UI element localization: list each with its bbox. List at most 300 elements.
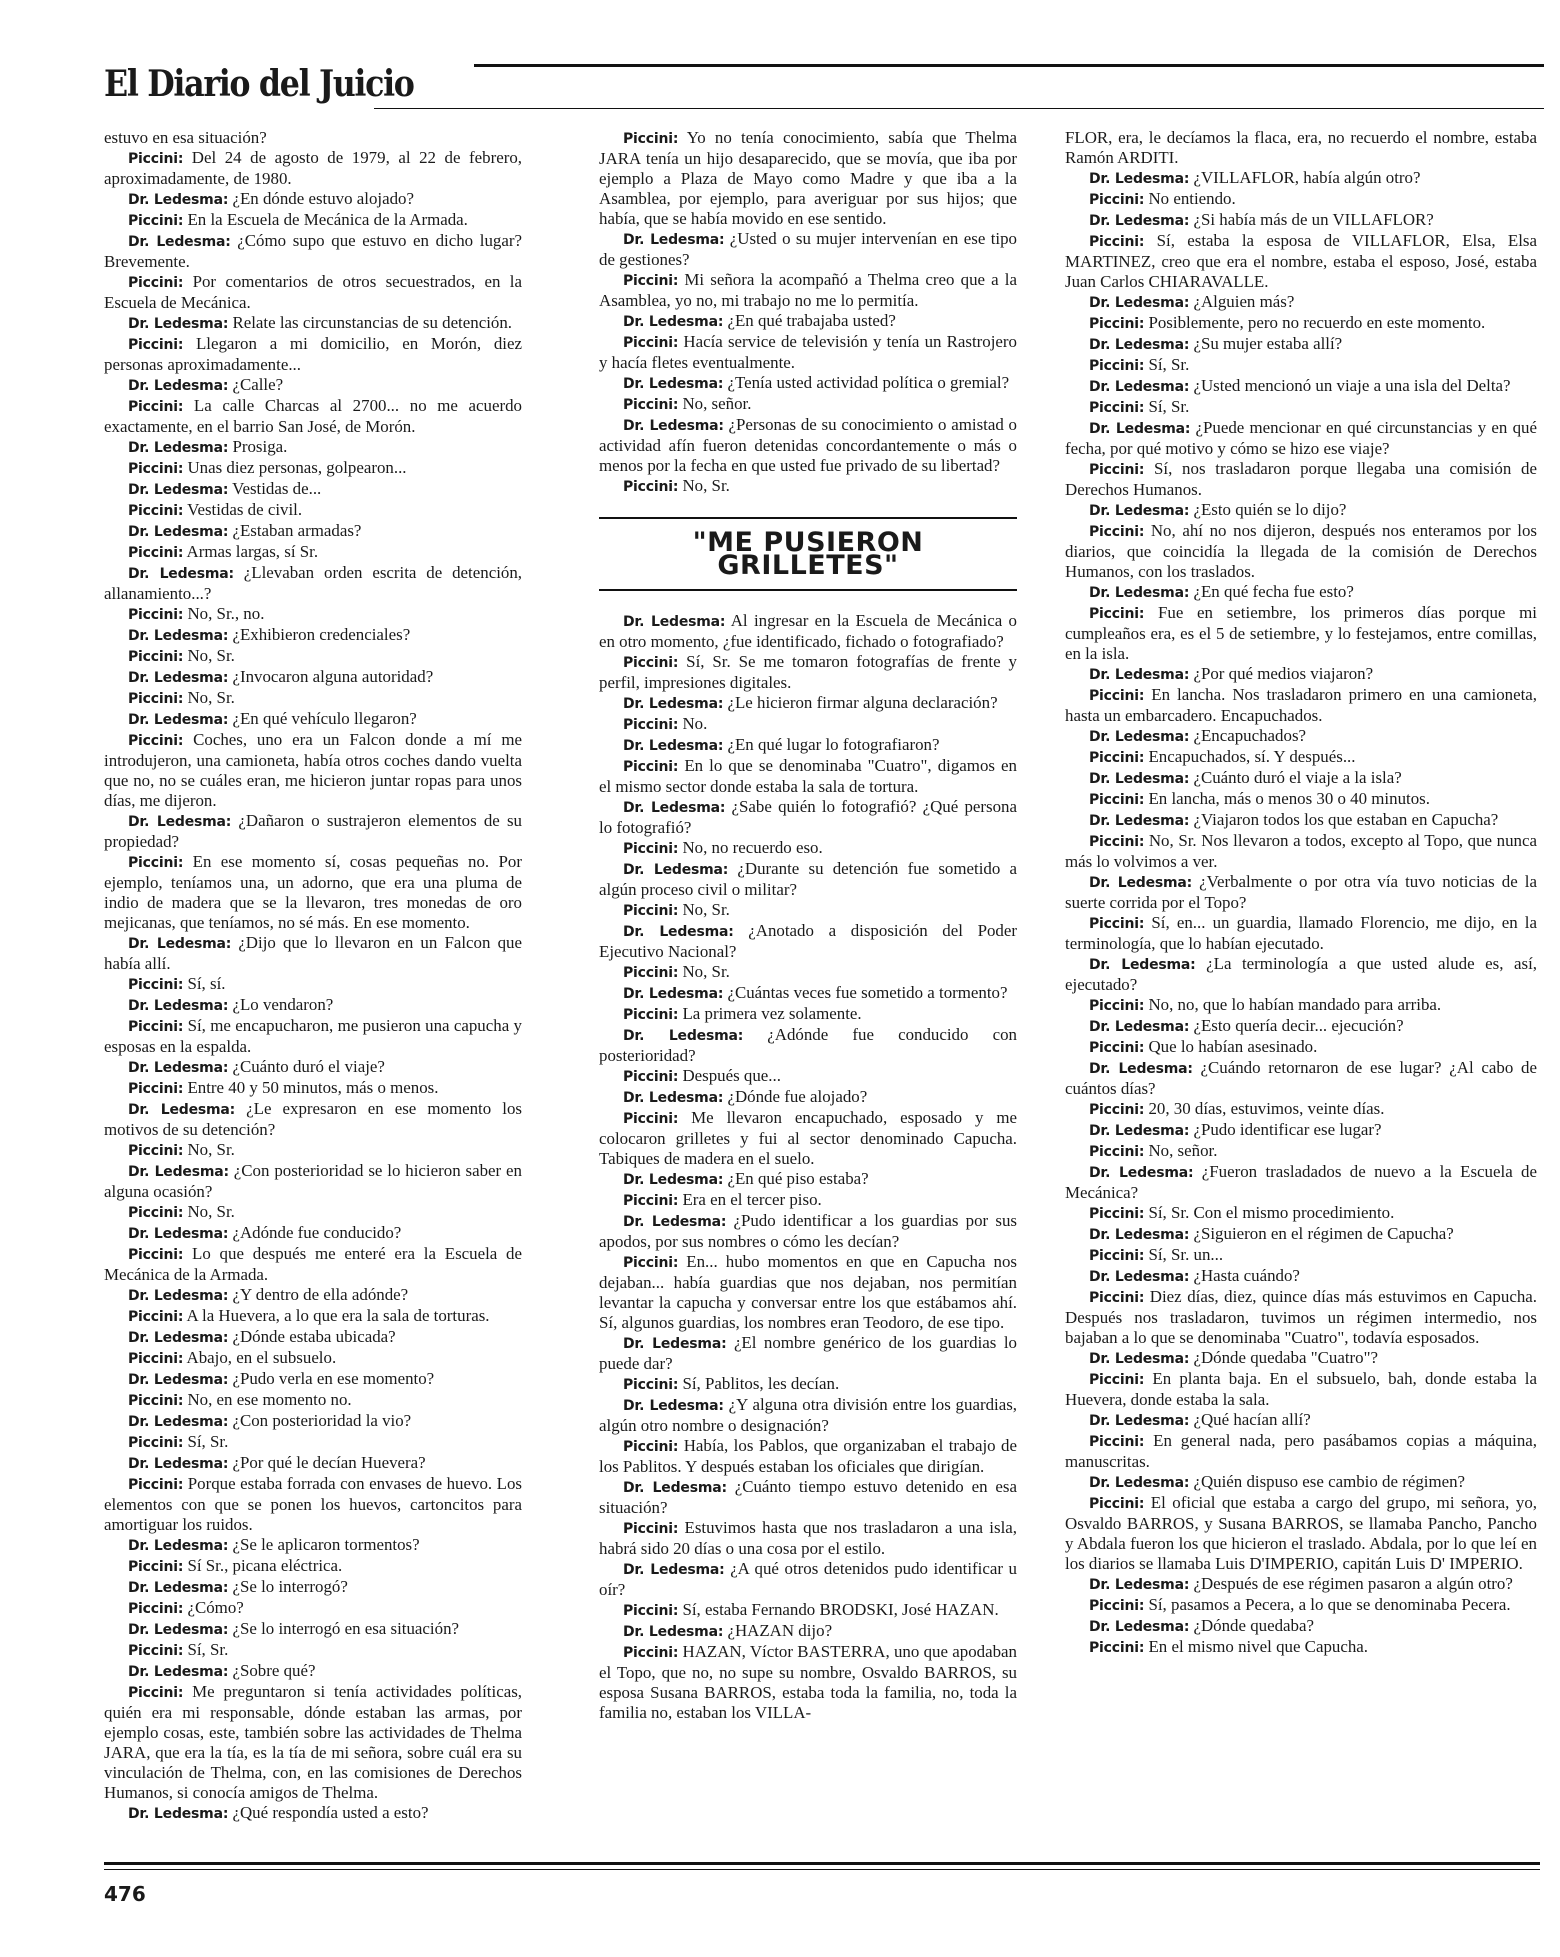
speech-text: ¿En qué trabajaba usted? [727,311,896,330]
transcript-line [1065,292,1537,313]
transcript-line [104,334,522,375]
speaker-label: Piccini: [128,1393,184,1409]
transcript-line [599,311,1017,332]
speech-text: Sí, me encapucharon, me pusieron una capucha y esposas en la espalda. [104,1016,522,1056]
speech-text: No. [682,714,708,733]
speech-text: ¿Cuánto duró el viaje? [232,1057,385,1076]
speaker-label: Dr. Ledesma: [623,1398,724,1414]
speaker-label: Dr. Ledesma: [623,696,724,712]
speaker-label: Dr. Ledesma: [1089,729,1190,745]
speaker-label: Dr. Ledesma: [623,924,734,940]
speaker-label: Piccini: [1089,606,1145,622]
speaker-label: Piccini: [1089,1290,1145,1306]
speech-text: ¿Qué hacían allí? [1193,1410,1311,1429]
transcript-line [104,1577,522,1598]
speaker-label: Dr. Ledesma: [128,628,229,644]
speaker-label: Piccini: [128,399,184,415]
speaker-label: Piccini: [1089,1496,1145,1512]
speaker-label: Piccini: [128,1309,184,1325]
transcript-line [599,1108,1017,1169]
transcript-line [1065,603,1537,664]
speaker-label: Dr. Ledesma: [1089,295,1190,311]
transcript-line [599,1169,1017,1190]
transcript-line [104,521,522,542]
speech-text: ¿Invocaron alguna autoridad? [232,667,434,686]
transcript-line [104,1432,522,1453]
transcript-line [104,1474,522,1535]
speech-text: Entre 40 y 50 minutos, más o menos. [187,1078,439,1097]
speech-text: Mi señora la acompañó a Thelma creo que a la Asamblea, yo no, mi trabajo no me lo permitía. [599,270,1017,310]
speaker-label: Dr. Ledesma: [128,1414,229,1430]
speech-text: ¿Dónde quedaba? [1193,1616,1314,1635]
speaker-label: Piccini: [128,977,184,993]
transcript-line [1065,1058,1537,1099]
speaker-label: Piccini: [623,841,679,857]
transcript-line [104,563,522,604]
speaker-label: Dr. Ledesma: [1089,1577,1190,1593]
speaker-label: Dr. Ledesma: [128,670,229,686]
speaker-label: Piccini: [623,717,679,733]
speech-text: Porque estaba forrada con envases de huevo. Los elementos con que se ponen los huevos, cartoncitos para amortiguar los ruidos. [104,1474,522,1534]
speech-text: ¿Se lo interrogó en esa situación? [232,1619,460,1638]
transcript-line [599,735,1017,756]
transcript-line [104,189,522,210]
transcript-line [104,500,522,521]
speaker-label: Piccini: [128,1351,184,1367]
speaker-label: Dr. Ledesma: [623,738,724,754]
speaker-label: Dr. Ledesma: [1089,213,1190,229]
transcript-line [1065,1203,1537,1224]
speaker-label: Dr. Ledesma: [1089,1351,1190,1367]
speaker-label: Dr. Ledesma: [623,1336,727,1352]
speaker-label: Dr. Ledesma: [1089,1061,1193,1077]
speech-text: En planta baja. En el subsuelo, bah, donde estaba la Huevera, donde estaba la sala. [1065,1369,1537,1409]
transcript-line [104,1661,522,1682]
speaker-label: Piccini: [623,1645,679,1661]
transcript-line [104,1327,522,1348]
transcript-line [1065,210,1537,231]
speech-text: Sí, nos trasladaron porque llegaba una comisión de Derechos Humanos. [1065,459,1538,499]
speaker-label: Dr. Ledesma: [128,316,229,332]
speaker-label: Piccini: [1089,916,1145,932]
speaker-label: Piccini: [128,1019,184,1035]
speech-text: ¿Cuántas veces fue sometido a tormento? [727,983,1008,1002]
speaker-label: Piccini: [1089,1144,1145,1160]
speech-text: ¿Pudo identificar ese lugar? [1193,1120,1382,1139]
transcript-line [1065,913,1537,954]
speech-text: ¿Dónde fue alojado? [727,1087,868,1106]
transcript-line [1065,1120,1537,1141]
speaker-label: Dr. Ledesma: [128,234,231,250]
speaker-label: Dr. Ledesma: [128,1226,229,1242]
speaker-label: Piccini: [1089,998,1145,1014]
transcript-line [599,1087,1017,1108]
transcript-line [1065,810,1537,831]
transcript-line [599,652,1017,693]
speaker-label: Piccini: [128,545,184,561]
column-3 [1065,128,1537,1658]
speech-text: ¿Se le aplicaron tormentos? [232,1535,420,1554]
transcript-line [1065,1287,1537,1348]
transcript-line [599,1477,1017,1518]
speech-text: ¿Se lo interrogó? [232,1577,348,1596]
transcript-line [104,811,522,852]
speech-text: Posiblemente, pero no recuerdo en este momento. [1148,313,1486,332]
speaker-label: Piccini: [128,1247,184,1263]
speech-text: No, Sr. [187,646,235,665]
speaker-label: Piccini: [1089,1598,1145,1614]
transcript-line [104,1535,522,1556]
transcript-line [104,1598,522,1619]
speaker-label: Dr. Ledesma: [128,524,229,540]
speaker-label: Piccini: [623,1521,679,1537]
speech-text: No, no recuerdo eso. [682,838,823,857]
speaker-label: Dr. Ledesma: [128,1806,229,1822]
speech-text: ¿Viajaron todos los que estaban en Capucha? [1193,810,1499,829]
speaker-label: Piccini: [623,903,679,919]
speech-text: Fue en setiembre, los primeros días porque mi cumpleaños era, es el 5 de setiembre, y lo festejamos, entre comillas, en la isla. [1065,603,1537,663]
speech-text: ¿Qué respondía usted a esto? [232,1803,429,1822]
speaker-label: Dr. Ledesma: [128,378,229,394]
transcript-line [104,1140,522,1161]
speaker-label: Dr. Ledesma: [1089,1269,1190,1285]
speech-text: ¿Después de ese régimen pasaron a algún otro? [1193,1574,1513,1593]
speech-text: Hacía service de televisión y tenía un Rastrojero y hacía fletes eventualmente. [599,332,1017,372]
transcript-line [599,1374,1017,1395]
transcript-line [599,1025,1017,1066]
transcript-line [1065,128,1537,168]
speech-text: Unas diez personas, golpearon... [187,458,407,477]
transcript-line [104,852,522,933]
speech-text: No, Sr. [187,688,235,707]
speech-text: HAZAN, Víctor BASTERRA, uno que apodaban el Topo, que no, no supe su nombre, Osvaldo BARROS, su esposa Susana BARROS, estaba toda la familia, no, toda la familia no, estaban los VILLA- [599,1642,1017,1722]
transcript-line [1065,313,1537,334]
transcript-line [104,1202,522,1223]
speaker-label: Dr. Ledesma: [623,1172,724,1188]
speaker-label: Dr. Ledesma: [1089,1165,1194,1181]
transcript-line [1065,521,1537,582]
transcript-line [599,838,1017,859]
speech-text: ¿Esto quién se lo dijo? [1193,500,1347,519]
transcript-line [599,1333,1017,1374]
masthead-underline [374,108,1544,109]
transcript-line [599,332,1017,373]
transcript-line [104,313,522,334]
transcript-line [1065,1616,1537,1637]
speaker-label: Dr. Ledesma: [1089,1123,1190,1139]
speaker-label: Piccini: [1089,792,1145,808]
speech-text: ¿Con posterioridad la vio? [232,1411,412,1430]
speech-text: ¿Encapuchados? [1193,726,1307,745]
speaker-label: Piccini: [128,1477,184,1493]
speaker-label: Dr. Ledesma: [128,1622,229,1638]
speech-text: ¿Fueron trasladados de nuevo a la Escuela de Mecánica? [1065,1162,1537,1202]
speaker-label: Dr. Ledesma: [623,614,726,630]
speaker-label: Dr. Ledesma: [128,1580,229,1596]
speech-text: ¿Y dentro de ella adónde? [232,1285,409,1304]
speaker-label: Dr. Ledesma: [623,1562,725,1578]
speaker-label: Piccini: [623,273,679,289]
transcript-line [1065,1431,1537,1472]
speaker-label: Piccini: [128,1081,184,1097]
transcript-line [104,231,522,272]
speech-text: Sí Sr., picana eléctrica. [187,1556,343,1575]
speech-text: ¿Usted o su mujer intervenían en ese tipo de gestiones? [599,229,1017,269]
speech-text: Sí, Sr. Con el mismo procedimiento. [1148,1203,1395,1222]
transcript-line [104,933,522,974]
transcript-line [104,1390,522,1411]
transcript-line [599,756,1017,797]
transcript-line [599,270,1017,311]
transcript-line [1065,1637,1537,1658]
speech-text: Sí, Sr. Se me tomaron fotografías de frente y perfil, impresiones digitales. [599,652,1017,692]
speaker-label: Piccini: [1089,400,1145,416]
transcript-line [104,1369,522,1390]
transcript-line [599,373,1017,394]
transcript-line [104,1057,522,1078]
speaker-label: Piccini: [128,1601,184,1617]
transcript-line [1065,1099,1537,1120]
transcript-line [599,693,1017,714]
transcript-line [1065,1574,1537,1595]
speech-text: ¿En qué vehículo llegaron? [232,709,417,728]
speaker-label: Piccini: [1089,462,1145,478]
speech-text: Lo que después me enteré era la Escuela de Mecánica de la Armada. [104,1244,522,1284]
speech-text: La primera vez solamente. [682,1004,862,1023]
speech-text: En general nada, pero pasábamos copias a máquina, manuscritas. [1065,1431,1537,1471]
speaker-label: Dr. Ledesma: [623,418,724,434]
section-heading-text: "ME PUSIERON GRILLETES" [692,527,924,581]
transcript-line [1065,872,1537,913]
speech-text: FLOR, era, le decíamos la flaca, era, no recuerdo el nombre, estaba Ramón ARDITI. [1065,128,1537,167]
speaker-label: Piccini: [1089,1372,1145,1388]
transcript-line [1065,1016,1537,1037]
footer-rule [104,1862,1540,1865]
speaker-label: Dr. Ledesma: [1089,503,1190,519]
speaker-label: Piccini: [623,1007,679,1023]
speech-text: Diez días, diez, quince días más estuvimos en Capucha. Después nos trasladaron, tuvimos un régimen intermedio, nos bajaban a lo que se denominaba "Cuatro", todavía esposados. [1065,1287,1537,1347]
speaker-label: Dr. Ledesma: [1089,1619,1190,1635]
transcript-line [599,394,1017,415]
transcript-line [599,1518,1017,1559]
section-heading [599,517,1017,591]
speaker-label: Piccini: [128,855,184,871]
speech-text: ¿Adónde fue conducido? [232,1223,402,1242]
speaker-label: Dr. Ledesma: [623,1480,727,1496]
transcript-line [1065,1162,1537,1203]
speaker-label: Dr. Ledesma: [128,998,229,1014]
speaker-label: Dr. Ledesma: [1089,771,1190,787]
speaker-label: Piccini: [623,655,679,671]
speaker-label: Piccini: [1089,1248,1145,1264]
transcript-line [599,962,1017,983]
speaker-label: Piccini: [623,335,679,351]
transcript-line [104,375,522,396]
transcript-line [599,1190,1017,1211]
speaker-label: Dr. Ledesma: [128,936,232,952]
speech-text: ¿Tenía usted actividad política o gremial? [727,373,1010,392]
speaker-label: Dr. Ledesma: [128,1538,229,1554]
transcript-line [104,1078,522,1099]
speech-text: ¿Personas de su conocimiento o amistad o actividad afín fueron detenidas concordantemente o más o menos por la fecha en que usted fue privado de su libertad? [599,415,1017,475]
speech-text: En ese momento sí, cosas pequeñas no. Por ejemplo, teníamos una, un adorno, que era una pluma de indio de madera que se la llevaron, tres monedas de oro mejicanas, que teníamos, no sé más. En ese momento. [104,852,522,932]
speaker-label: Piccini: [623,1111,679,1127]
transcript-line [104,667,522,688]
speech-text: ¿A qué otros detenidos pudo identificar u oír? [599,1559,1017,1599]
transcript-line [1065,1348,1537,1369]
speech-text: Sí, Sr. [1148,397,1190,416]
transcript-line [1065,768,1537,789]
speech-text: En lancha. Nos trasladaron primero en una camioneta, hasta un embarcadero. Encapuchados. [1065,685,1537,725]
transcript-line [1065,726,1537,747]
speaker-label: Piccini: [623,397,679,413]
speech-text: Vestidas de... [232,479,322,498]
speech-text: Vestidas de civil. [187,500,303,519]
page-number: 476 [104,1882,146,1906]
transcript-line [104,1099,522,1140]
speaker-label: Dr. Ledesma: [128,1456,229,1472]
speech-text: Sí, Sr. un... [1148,1245,1224,1264]
speech-text: ¿Le expresaron en ese momento los motivos de su detención? [104,1099,522,1139]
speech-text: ¿Cómo? [187,1598,244,1617]
speaker-label: Dr. Ledesma: [128,1288,229,1304]
speaker-label: Dr. Ledesma: [623,986,724,1002]
speaker-label: Dr. Ledesma: [1089,1227,1190,1243]
speech-text: Armas largas, sí Sr. [186,542,319,561]
transcript-line [104,272,522,313]
speech-text: ¿Y alguna otra división entre los guardias, algún otro nombre o designación? [599,1395,1017,1435]
speaker-label: Piccini: [128,607,184,623]
speech-text: En el mismo nivel que Capucha. [1148,1637,1368,1656]
speech-text: No, Sr. [187,1202,235,1221]
speaker-label: Piccini: [1089,1206,1145,1222]
transcript-line [599,714,1017,735]
speech-text: Del 24 de agosto de 1979, al 22 de febrero, aproximadamente, de 1980. [104,148,522,188]
transcript-line [104,1682,522,1803]
transcript-line [1065,685,1537,726]
transcript-line [599,983,1017,1004]
speech-text: ¿En qué lugar lo fotografiaron? [727,735,940,754]
speech-text: ¿Con posterioridad se lo hicieron saber en alguna ocasión? [104,1161,522,1201]
speaker-label: Piccini: [128,1559,184,1575]
speaker-label: Piccini: [128,461,184,477]
transcript-line [104,1285,522,1306]
transcript-line [1065,664,1537,685]
transcript-line [104,437,522,458]
speech-text: ¿Cuánto duró el viaje a la isla? [1193,768,1402,787]
speech-text: Llegaron a mi domicilio, en Morón, diez personas aproximadamente... [104,334,522,374]
speaker-label: Piccini: [1089,192,1145,208]
speaker-label: Piccini: [128,503,184,519]
speech-text: ¿Hasta cuándo? [1193,1266,1300,1285]
speaker-label: Dr. Ledesma: [128,1372,229,1388]
speech-text: En lancha, más o menos 30 o 40 minutos. [1148,789,1430,808]
transcript-line [104,1556,522,1577]
speaker-label: Piccini: [623,1377,679,1393]
transcript-line [104,709,522,730]
speaker-label: Dr. Ledesma: [1089,421,1191,437]
transcript-line [1065,995,1537,1016]
speech-text: ¿Quién dispuso ese cambio de régimen? [1193,1472,1466,1491]
speech-text: Relate las circunstancias de su detención. [232,313,512,332]
transcript-line [104,128,522,148]
speech-text: Sí, Pablitos, les decían. [682,1374,840,1393]
speaker-label: Dr. Ledesma: [128,1164,229,1180]
transcript-line [104,688,522,709]
transcript-line [599,1436,1017,1477]
transcript-line [599,1211,1017,1252]
transcript-line [104,1348,522,1369]
speech-text: ¿HAZAN dijo? [727,1621,833,1640]
speaker-label: Piccini: [128,1143,184,1159]
transcript-line [1065,789,1537,810]
speaker-label: Dr. Ledesma: [128,440,229,456]
speech-text: ¿VILLAFLOR, había algún otro? [1193,168,1421,187]
speech-text: estuvo en esa situación? [104,128,267,147]
transcript-line [599,128,1017,229]
transcript-line [1065,397,1537,418]
speech-text: ¿Lo vendaron? [232,995,334,1014]
speaker-label: Piccini: [623,965,679,981]
speech-text: ¿En qué fecha fue esto? [1193,582,1354,601]
speaker-label: Dr. Ledesma: [623,314,724,330]
speech-text: En lo que se denominaba "Cuatro", digamos en el mismo sector donde estaba la sala de tortura. [599,756,1017,796]
speaker-label: Dr. Ledesma: [128,566,234,582]
transcript-line [104,1619,522,1640]
transcript-line [1065,376,1537,397]
speech-text: ¿En dónde estuvo alojado? [232,189,414,208]
masthead-rule [474,64,1544,67]
speech-text: ¿Por qué le decían Huevera? [232,1453,426,1472]
transcript-line [599,1642,1017,1723]
speaker-label: Piccini: [1089,688,1145,704]
transcript-line [1065,231,1537,292]
speaker-label: Piccini: [128,1435,184,1451]
speech-text: Al ingresar en la Escuela de Mecánica o en otro momento, ¿fue identificado, fichado o fotografiado? [599,611,1017,651]
speech-text: La calle Charcas al 2700... no me acuerdo exactamente, en el barrio San José, de Morón. [104,396,522,436]
speech-text: ¿Siguieron en el régimen de Capucha? [1193,1224,1454,1243]
speaker-label: Piccini: [623,1439,679,1455]
speech-text: Abajo, en el subsuelo. [186,1348,337,1367]
transcript-line [104,479,522,500]
transcript-line [1065,1266,1537,1287]
speaker-label: Piccini: [1089,524,1145,540]
speech-text: Por comentarios de otros secuestrados, en la Escuela de Mecánica. [104,272,522,312]
speech-text: Coches, uno era un Falcon donde a mí me introdujeron, una camioneta, había otros coches dando vuelta que no, no se cuáles eran, me hicieron juntar ropas para unos días, me dijeron. [104,730,522,810]
speaker-label: Dr. Ledesma: [128,814,232,830]
transcript-line [104,1306,522,1327]
speaker-label: Piccini: [128,213,184,229]
speech-text: No, Sr. Nos llevaron a todos, excepto al Topo, que nunca más lo volvimos a ver. [1065,831,1537,871]
transcript-line [1065,954,1537,995]
speech-text: No, Sr. [682,476,730,495]
speech-text: Me llevaron encapuchado, esposado y me colocaron grilletes y fui al sector denominado Capucha. Tabiques de madera en el suelo. [599,1108,1017,1168]
transcript-line [1065,355,1537,376]
transcript-line [104,1640,522,1661]
speech-text: No entiendo. [1148,189,1236,208]
speaker-label: Dr. Ledesma: [128,482,229,498]
speech-text: Después que... [682,1066,781,1085]
speech-text: Sí, en... un guardia, llamado Florencio, me dijo, en la terminología, que lo habían ejecutado. [1065,913,1537,953]
transcript-line [104,1161,522,1202]
speaker-label: Dr. Ledesma: [1089,337,1190,353]
speech-text: ¿Calle? [232,375,284,394]
speech-text: Me preguntaron si tenía actividades políticas, quién era mi responsable, dónde estaban las armas, por ejemplo cosas, este, también sobre las actividades de Thelma JARA, que era la tía, es la tía de mi señora, sobre cuál era su vinculación de Thelma, con, en las comisiones de Derechos Humanos, si conocía amigos de Thelma. [104,1682,522,1802]
column-2 [599,128,1017,1723]
speaker-label: Dr. Ledesma: [1089,1019,1190,1035]
speech-text: El oficial que estaba a cargo del grupo, mi señora, yo, Osvaldo BARROS, y Susana BARROS, se llamaba Pancho, Pancho y Abdala fueron los que hicieron el traslado. Abdala, por lo que leí en los diarios se llamaba Luis D'IMPERIO, capitán Luis D' IMPERIO. [1065,1493,1537,1573]
speech-text: ¿Por qué medios viajaron? [1193,664,1374,683]
